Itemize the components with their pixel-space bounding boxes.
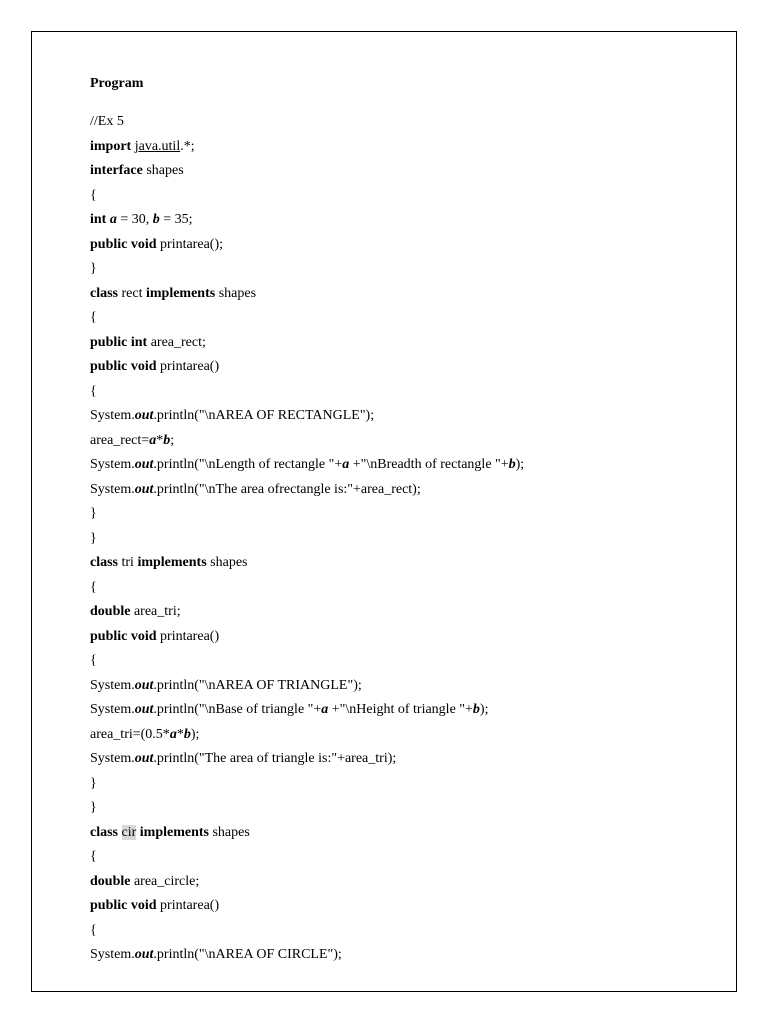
code-line [90, 259, 730, 284]
code-token: } [90, 800, 97, 815]
code-token: double [90, 604, 131, 619]
code-line [90, 749, 730, 774]
code-token: shapes [215, 285, 257, 301]
code-token: printarea() [156, 898, 220, 913]
code-token: shapes [208, 824, 250, 840]
code-line [90, 161, 730, 186]
code-token: cir [121, 824, 137, 840]
code-token: * [156, 432, 164, 448]
code-token: .*; [180, 138, 195, 154]
code-line [90, 357, 730, 382]
code-token: java.util [134, 138, 181, 154]
code-line [90, 700, 730, 725]
code-line [90, 382, 730, 407]
code-line [90, 333, 730, 358]
code-token: public void [90, 359, 157, 374]
code-token: public void [90, 236, 157, 252]
code-line [90, 798, 730, 823]
code-token: b [163, 432, 171, 448]
code-token: class [90, 285, 118, 301]
code-token: = 35; [159, 212, 193, 227]
code-token: .println("\nThe area ofrectangle is:"+area_rect); [153, 481, 421, 497]
code-line [90, 945, 730, 970]
code-line [90, 406, 730, 431]
code-token: System. [90, 481, 135, 497]
code-token: b [508, 457, 516, 472]
code-listing [90, 112, 730, 970]
code-token: a [169, 726, 177, 742]
code-token: area_rect; [147, 334, 206, 350]
code-token: area_rect= [90, 432, 150, 448]
code-line [90, 872, 730, 897]
code-line [90, 308, 730, 333]
code-token: .println("\nAREA OF TRIANGLE"); [153, 677, 362, 693]
code-token: b [183, 726, 191, 742]
code-token: ; [170, 432, 175, 448]
code-token: area_tri=(0.5* [90, 726, 170, 742]
code-token: out [134, 457, 154, 472]
code-line [90, 725, 730, 750]
code-token: { [90, 187, 97, 203]
code-line [90, 627, 730, 652]
code-token: double [90, 873, 131, 889]
code-line [90, 896, 730, 921]
code-line [90, 602, 730, 627]
code-token: rect [118, 285, 146, 301]
code-token: int [90, 212, 107, 227]
code-token: public void [90, 898, 157, 913]
code-line [90, 431, 730, 456]
code-token: .println("\nLength of rectangle "+ [153, 457, 343, 472]
code-token: System. [90, 677, 135, 693]
code-line [90, 480, 730, 505]
code-token: { [90, 922, 97, 938]
code-token: out [134, 677, 154, 693]
code-line [90, 235, 730, 260]
code-token: .println("The area of triangle is:"+area_tri); [153, 751, 397, 766]
code-token: +"\nBreadth of rectangle "+ [349, 457, 509, 472]
code-token: = 30, [116, 212, 153, 227]
code-line [90, 210, 730, 235]
code-token: out [134, 481, 154, 497]
code-line [90, 455, 730, 480]
code-token: out [134, 408, 154, 423]
code-token: ); [479, 702, 489, 717]
code-line [90, 553, 730, 578]
code-token: area_tri; [130, 604, 181, 619]
code-token: +"\nHeight of triangle "+ [328, 702, 473, 717]
code-token: //Ex 5 [90, 114, 124, 129]
code-token: a [149, 432, 157, 448]
program-heading: Program [90, 76, 144, 91]
code-token: { [90, 579, 97, 595]
code-token: System. [90, 457, 135, 472]
code-line [90, 651, 730, 676]
code-token: } [90, 775, 97, 791]
code-token: .println("\nBase of triangle "+ [153, 702, 322, 717]
code-token: implements [137, 555, 207, 570]
code-token: out [134, 947, 154, 962]
code-token: { [90, 310, 97, 325]
code-token: shapes [206, 555, 248, 570]
code-line [90, 529, 730, 554]
code-token: .println("\nAREA OF CIRCLE"); [153, 947, 342, 962]
code-token: { [90, 849, 97, 864]
code-token: System. [90, 408, 135, 423]
code-token: shapes [142, 163, 184, 178]
code-token: System. [90, 751, 135, 766]
code-token: public void [90, 628, 157, 644]
code-line [90, 676, 730, 701]
code-token: } [90, 530, 97, 546]
code-line [90, 504, 730, 529]
code-token: tri [118, 555, 138, 570]
code-token: public int [90, 334, 148, 350]
code-token: { [90, 653, 97, 668]
code-token: ); [190, 726, 200, 742]
code-token: implements [139, 824, 209, 840]
code-token: System. [90, 947, 135, 962]
code-token: class [90, 824, 118, 840]
code-line [90, 137, 730, 162]
code-token: out [134, 702, 154, 717]
code-line [90, 186, 730, 211]
code-token: System. [90, 702, 135, 717]
code-line [90, 578, 730, 603]
code-token: b [472, 702, 480, 717]
code-token: * [176, 726, 184, 742]
code-token: a [321, 702, 329, 717]
code-token [118, 825, 122, 840]
code-token: area_circle; [130, 873, 200, 889]
code-token: a [342, 457, 350, 472]
code-token: } [90, 261, 97, 276]
code-token: implements [145, 285, 216, 301]
code-token: } [90, 506, 97, 521]
code-token: class [90, 555, 118, 570]
code-token: a [109, 212, 117, 227]
code-line [90, 823, 730, 848]
code-line [90, 921, 730, 946]
code-line [90, 847, 730, 872]
code-token: printarea(); [156, 236, 223, 252]
code-token: { [90, 383, 97, 399]
code-token: interface [90, 163, 143, 178]
code-line [90, 112, 730, 137]
code-token: b [152, 212, 160, 227]
code-token: out [134, 751, 154, 766]
code-line [90, 774, 730, 799]
code-token: ); [515, 457, 525, 472]
code-token: printarea() [156, 628, 220, 644]
code-token: printarea() [156, 359, 220, 374]
code-token: import [90, 138, 132, 154]
code-token: .println("\nAREA OF RECTANGLE"); [153, 408, 375, 423]
code-line [90, 284, 730, 309]
